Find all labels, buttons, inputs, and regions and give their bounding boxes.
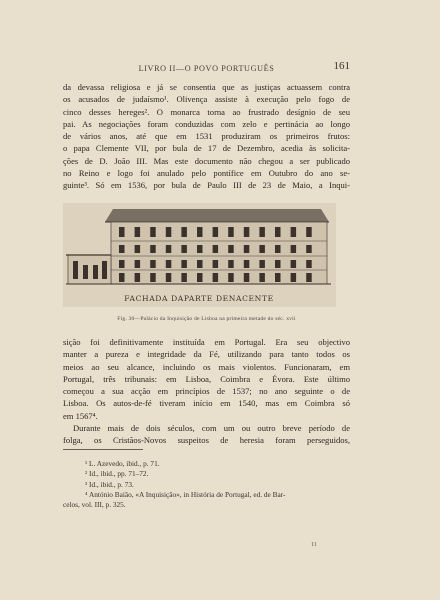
facade-window (244, 273, 250, 282)
facade-window (259, 273, 265, 282)
facade-window (197, 245, 203, 253)
running-header: LIVRO II—O POVO PORTUGUÊS (138, 64, 275, 73)
text-line: o papa Clemente VII, por bula de 17 de Dezembro, acedia às solicita- (63, 143, 350, 154)
text-line: ções de D. João III. Mas este documento não chegou a ser publicado (63, 155, 350, 166)
facade-window (306, 273, 312, 282)
palace-facade-illustration (63, 203, 336, 307)
wing-window (93, 265, 98, 279)
facade-window (291, 245, 297, 253)
text-line: os acusados de judaísmo¹. Olivença assiste à execução pelo fogo de (63, 94, 350, 105)
wing-window (73, 261, 78, 279)
text-line: manter a pureza e integridade da Fé, utilizando para tanto todos os (63, 349, 350, 360)
footnote: ³ Id., ibid., p. 73. (85, 479, 134, 489)
wing-window (83, 265, 88, 279)
facade-window (119, 245, 125, 253)
facade-window (306, 245, 312, 253)
facade-window (275, 260, 281, 268)
text-line: guinte³. Só em 1536, por bula de Paulo III de 23 de Maio, a Inqui- (63, 180, 350, 190)
facade-window (244, 245, 250, 253)
facade-window (181, 273, 187, 282)
facade-window (181, 260, 187, 268)
text-line: Portugal, três tribunais: em Lisboa, Coimbra e Évora. Este último (63, 373, 350, 384)
text-line: começou a sua acção em princípios de 1537; no ano seguinte o de (63, 386, 350, 396)
facade-window (119, 260, 125, 268)
facade-window (291, 273, 297, 282)
facade-window (228, 245, 234, 253)
facade-window (306, 260, 312, 268)
wing-window (102, 261, 107, 279)
facade-window (197, 273, 203, 282)
text-line: cinco desses hereges². O monarca torna ao frustrado desígnio de seu (63, 106, 350, 117)
facade-window (259, 227, 265, 237)
facade-window (275, 273, 281, 282)
figure-caption: Fig. 30—Palácio da Inquisição de Lisboa na primeira metade do séc. xvii (117, 316, 296, 322)
facade-window (181, 227, 187, 237)
facade-window (259, 245, 265, 253)
facade-window (135, 260, 141, 268)
facade-window (228, 260, 234, 268)
text-line: Lisboa. Os autos-de-fé tiveram início em 1540, mas em Coimbra só (63, 398, 350, 409)
facade-window (166, 273, 172, 282)
text-line: no Reino e logo foi anulado pelo pontífice em Outubro do ano se- (63, 167, 350, 178)
signature-mark: 11 (311, 542, 317, 548)
facade-window (150, 245, 156, 253)
facade-window (197, 227, 203, 237)
text-line: folga, os Cristãos-Novos suspeitos de heresia foram perseguidos, (63, 435, 350, 445)
text-line: de vários anos, até que em 1531 produziram os primeiros frutos: (63, 131, 350, 141)
footnote: ⁴ António Baião, «A Inquisição», in História de Portugal, ed. de Bar- (85, 489, 286, 499)
footnote: ² Id., ibid., pp. 71–72. (85, 469, 149, 479)
facade-window (213, 245, 219, 253)
facade-window (244, 260, 250, 268)
facade-window (166, 227, 172, 237)
facade-window (166, 260, 172, 268)
facade-window (275, 227, 281, 237)
text-line: Durante mais de dois séculos, com um ou outro breve período de (73, 422, 350, 433)
facade-window (135, 245, 141, 253)
facade-window (291, 227, 297, 237)
facade-window (119, 273, 125, 282)
facade-window (244, 227, 250, 237)
facade-window (213, 260, 219, 268)
facade-window (150, 227, 156, 237)
facade-window (135, 273, 141, 282)
facade-window (306, 227, 312, 237)
facade-window (197, 260, 203, 268)
facade-drawing (63, 203, 336, 307)
facade-inscription: FACHADA DAPARTE DENACENTE (124, 294, 274, 303)
footnote: ¹ L. Azevedo, ibid., p. 71. (85, 459, 160, 468)
text-line: da devassa religiosa e já se consentia que as justiças actuassem contra (63, 82, 350, 92)
facade-window (150, 260, 156, 268)
text-line: em 1567⁴. (63, 410, 98, 421)
facade-window (166, 245, 172, 253)
text-line: pai. As negociações foram conduzidas com zelo e pertinácia ao longo (63, 118, 350, 129)
facade-window (228, 227, 234, 237)
text-line: meios ao seu alcance, incluindo os mais violentos. Funcionaram, em (63, 361, 350, 372)
text-line: sição foi definitivamente instituída em Portugal. Era seu objectivo (63, 337, 350, 347)
facade-window (275, 245, 281, 253)
facade-window (213, 227, 219, 237)
footnote-rule (63, 449, 143, 450)
facade-window (213, 273, 219, 282)
facade-window (259, 260, 265, 268)
facade-window (228, 273, 234, 282)
body-text-top (63, 81, 350, 191)
footnote-continuation: celos, vol. III, p. 325. (63, 500, 126, 510)
facade-window (181, 245, 187, 253)
facade-window (119, 227, 125, 237)
page-number: 161 (333, 60, 350, 72)
footnotes (63, 459, 350, 510)
facade-window (135, 227, 141, 237)
body-text-bottom (63, 336, 350, 446)
facade-window (150, 273, 156, 282)
facade-window (291, 260, 297, 268)
